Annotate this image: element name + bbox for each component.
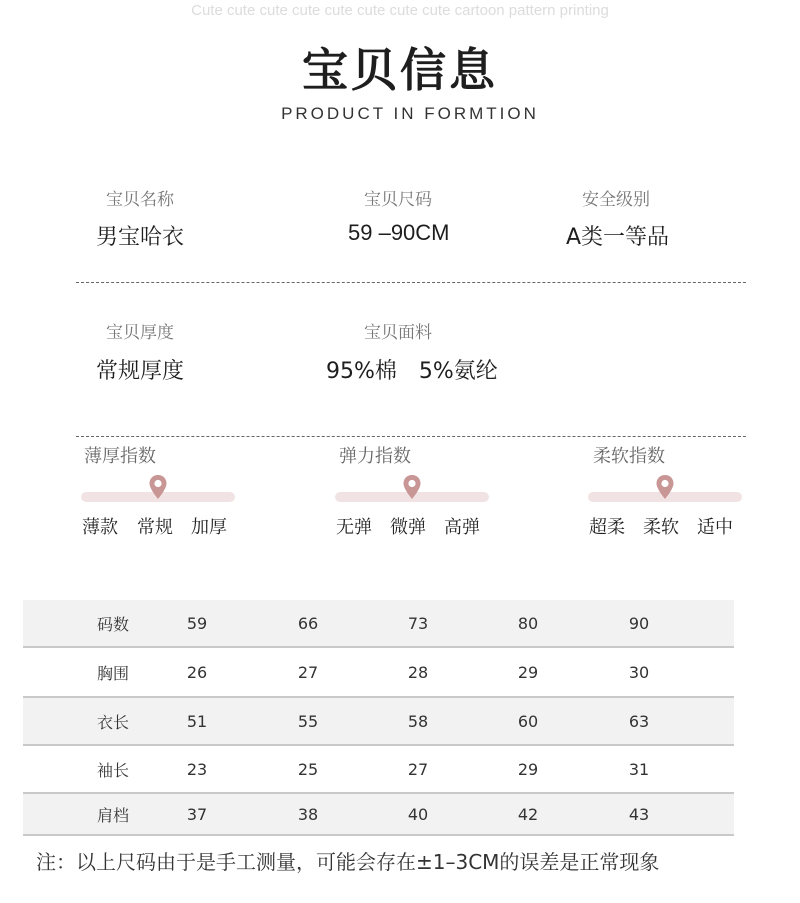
table-cell: 27 — [407, 759, 429, 779]
table-cell: 80 — [517, 613, 539, 633]
location-pin-icon — [148, 474, 168, 500]
scale-label: 高弹 — [444, 517, 480, 538]
table-divider — [23, 834, 734, 836]
info-value-fabric: 95%棉 5%氨纶 — [326, 359, 498, 384]
table-cell: 63 — [628, 711, 650, 731]
row-header: 衣长 — [96, 712, 129, 732]
info-label-safety: 安全级别 — [582, 190, 650, 210]
scale-label: 常规 — [137, 517, 173, 538]
row-header: 码数 — [96, 614, 129, 634]
table-cell: 58 — [407, 711, 429, 731]
scale-label: 超柔 — [589, 517, 625, 538]
table-cell: 90 — [628, 613, 650, 633]
table-cell: 30 — [628, 662, 650, 682]
info-value-name: 男宝哈衣 — [96, 225, 185, 250]
measurement-note: 注：以上尺码由于是手工测量，可能会存在±1–3CM的误差是正常现象 — [36, 850, 660, 874]
info-value-safety: A类一等品 — [566, 225, 670, 250]
row-header: 胸围 — [96, 663, 129, 683]
watermark-text: Cute cute cute cute cute cute cute cute cartoon pattern printing — [191, 2, 609, 19]
row-header: 肩档 — [96, 805, 129, 825]
table-divider — [23, 744, 734, 746]
scale-label: 无弹 — [336, 517, 372, 538]
table-divider — [23, 696, 734, 698]
table-cell: 27 — [297, 662, 319, 682]
table-row — [23, 794, 734, 834]
info-label-size: 宝贝尺码 — [364, 190, 432, 210]
table-cell: 38 — [297, 804, 319, 824]
table-cell: 37 — [186, 804, 208, 824]
info-label-fabric: 宝贝面料 — [364, 323, 432, 343]
scale-label: 加厚 — [191, 517, 227, 538]
table-cell: 29 — [517, 662, 539, 682]
info-value-thickness: 常规厚度 — [96, 359, 185, 384]
divider-dashed — [76, 436, 746, 437]
info-value-size: 59 –90CM — [348, 220, 450, 245]
table-cell: 43 — [628, 804, 650, 824]
table-cell: 59 — [186, 613, 208, 633]
page-title: 宝贝信息 — [302, 43, 498, 97]
table-cell: 42 — [517, 804, 539, 824]
table-row — [23, 698, 734, 744]
table-cell: 29 — [517, 759, 539, 779]
table-cell: 51 — [186, 711, 208, 731]
table-cell: 26 — [186, 662, 208, 682]
row-header: 袖长 — [96, 760, 129, 780]
info-label-thickness: 宝贝厚度 — [106, 323, 174, 343]
table-row — [23, 746, 734, 792]
page-subtitle: PRODUCT IN FORMTION — [281, 104, 539, 123]
table-cell: 25 — [297, 759, 319, 779]
table-cell: 31 — [628, 759, 650, 779]
table-cell: 40 — [407, 804, 429, 824]
location-pin-icon — [402, 474, 422, 500]
index-title: 柔软指数 — [593, 446, 665, 467]
table-cell: 23 — [186, 759, 208, 779]
location-pin-icon — [655, 474, 675, 500]
table-row — [23, 600, 734, 646]
scale-label: 薄款 — [82, 517, 118, 538]
table-cell: 66 — [297, 613, 319, 633]
divider-dashed — [76, 282, 746, 283]
scale-label: 适中 — [697, 517, 733, 538]
index-title: 薄厚指数 — [84, 446, 156, 467]
table-row — [23, 648, 734, 696]
table-cell: 73 — [407, 613, 429, 633]
table-cell: 28 — [407, 662, 429, 682]
scale-label: 柔软 — [643, 517, 679, 538]
table-cell: 60 — [517, 711, 539, 731]
info-label-name: 宝贝名称 — [106, 190, 174, 210]
scale-label: 微弹 — [390, 517, 426, 538]
table-divider — [23, 646, 734, 648]
table-divider — [23, 792, 734, 794]
table-cell: 55 — [297, 711, 319, 731]
index-title: 弹力指数 — [339, 446, 411, 467]
